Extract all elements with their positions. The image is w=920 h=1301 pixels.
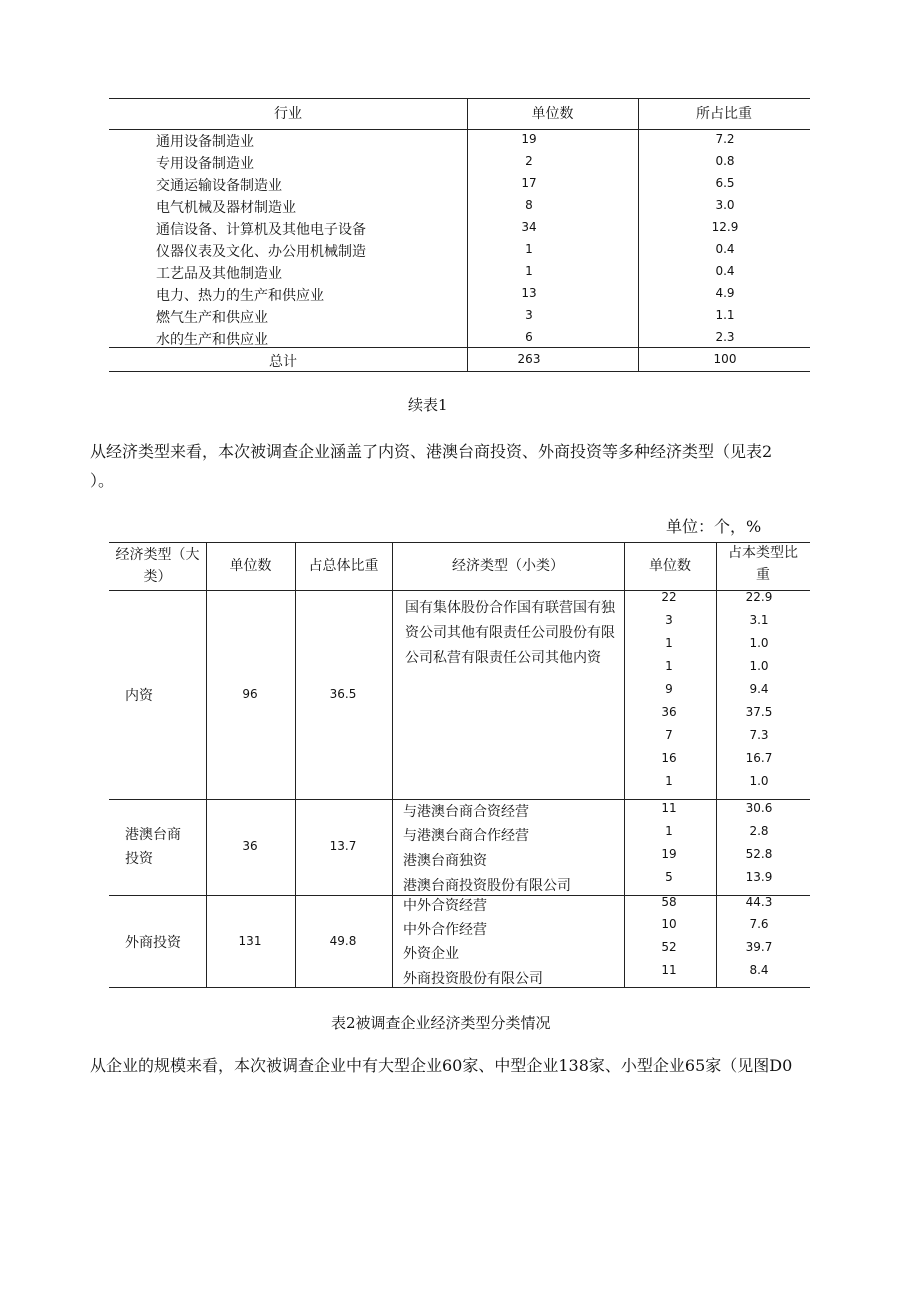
sub-count: 19: [661, 847, 677, 861]
industry-name: 通信设备、计算机及其他电子设备: [156, 222, 366, 238]
sub-count: 22: [661, 590, 677, 604]
industry-name: 交通运输设备制造业: [156, 178, 282, 194]
table-row: [109, 327, 810, 349]
unit-count: 1: [525, 242, 533, 256]
industry-name: 水的生产和供应业: [156, 332, 268, 348]
sub-count: 1: [665, 659, 673, 673]
total-label: 总计: [269, 354, 297, 370]
table-row: [109, 305, 810, 327]
header-count: 单位数: [229, 558, 272, 574]
sub-share: 1.0: [749, 774, 769, 788]
industry-name: 工艺品及其他制造业: [156, 266, 282, 282]
share-value: 1.1: [715, 308, 735, 322]
header-unit-count: 单位数: [531, 106, 574, 122]
sub-count: 52: [661, 940, 677, 954]
table-row: [109, 239, 810, 261]
group-name: 外商投资: [125, 935, 181, 951]
subtype-name: 港澳台商独资: [403, 853, 487, 869]
share-value: 4.9: [715, 286, 735, 300]
industry-name: 通用设备制造业: [156, 134, 254, 150]
table-row: [109, 283, 810, 305]
total-row: [109, 349, 810, 371]
paragraph-line: ）。: [90, 471, 115, 490]
table-row: [109, 217, 810, 239]
table-row: [109, 129, 810, 151]
group-count: 131: [238, 934, 262, 948]
group-name: 内资: [125, 688, 153, 704]
header-sub-share: 占本类型比重: [728, 545, 798, 583]
sub-count: 10: [661, 917, 677, 931]
sub-count: 11: [661, 963, 677, 977]
group-share: 49.8: [329, 934, 357, 948]
share-value: 0.4: [715, 242, 735, 256]
sub-count: 5: [665, 870, 673, 884]
header-share: 所占比重: [696, 106, 752, 122]
unit-count: 6: [525, 330, 533, 344]
total-share: 100: [713, 352, 737, 366]
industry-name: 燃气生产和供应业: [156, 310, 268, 326]
sub-share: 3.1: [749, 613, 769, 627]
subtype-name: 外资企业: [403, 946, 459, 962]
unit-count: 3: [525, 308, 533, 322]
subtype-name: 与港澳台商合作经营: [403, 828, 529, 844]
sub-share: 7.3: [749, 728, 769, 742]
unit-count: 1: [525, 264, 533, 278]
group-name: 港澳台商投资: [125, 827, 181, 867]
sub-count: 1: [665, 824, 673, 838]
paragraph-line: 从经济类型来看，本次被调查企业涵盖了内资、港澳台商投资、外商投资等多种经济类型（见表2: [90, 442, 773, 461]
sub-share: 8.4: [749, 963, 769, 977]
header-industry: 行业: [274, 106, 302, 122]
sub-count: 16: [661, 751, 677, 765]
table1-caption: 续表1: [408, 396, 448, 414]
table2-caption: 表2被调查企业经济类型分类情况: [331, 1014, 551, 1032]
sub-count: 58: [661, 895, 677, 909]
table-row: [109, 261, 810, 283]
subtype-name: 中外合作经营: [403, 922, 487, 938]
sub-share: 1.0: [749, 659, 769, 673]
sub-share: 9.4: [749, 682, 769, 696]
share-value: 7.2: [715, 132, 735, 146]
header-sub-count: 单位数: [649, 558, 691, 574]
sub-share: 44.3: [745, 895, 773, 909]
group-share: 36.5: [329, 687, 357, 701]
share-value: 2.3: [715, 330, 735, 344]
sub-count: 1: [665, 636, 673, 650]
table-row: [109, 173, 810, 195]
subtype-name: 与港澳台商合资经营: [403, 804, 529, 820]
sub-share: 1.0: [749, 636, 769, 650]
share-value: 6.5: [715, 176, 735, 190]
unit-count: 19: [521, 132, 537, 146]
unit-count: 13: [521, 286, 537, 300]
header-big-type: 经济类型（大类）: [115, 547, 200, 585]
total-count: 263: [517, 352, 541, 366]
sub-share: 2.8: [749, 824, 769, 838]
group-count: 96: [242, 687, 258, 701]
group-count: 36: [242, 839, 258, 853]
economic-type-table: [109, 542, 810, 988]
unit-note: 单位：个，%: [666, 517, 762, 536]
sub-share: 13.9: [745, 870, 773, 884]
header-share: 占总体比重: [308, 558, 379, 574]
sub-count: 7: [665, 728, 673, 742]
subtype-name: 中外合资经营: [403, 898, 487, 914]
sub-share: 52.8: [745, 847, 773, 861]
share-value: 0.8: [715, 154, 735, 168]
sub-share: 37.5: [745, 705, 773, 719]
sub-share: 22.9: [745, 590, 773, 604]
sub-count: 3: [665, 613, 673, 627]
sub-share: 16.7: [745, 751, 773, 765]
sub-count: 9: [665, 682, 673, 696]
subtype-name: 港澳台商投资股份有限公司: [403, 878, 571, 894]
share-value: 12.9: [711, 220, 739, 234]
subtype-name: 外商投资股份有限公司: [403, 971, 543, 987]
share-value: 3.0: [715, 198, 735, 212]
table-row: [109, 151, 810, 173]
industry-name: 电力、热力的生产和供应业: [156, 288, 324, 304]
unit-count: 8: [525, 198, 533, 212]
header-small-type: 经济类型（小类）: [452, 558, 564, 574]
subtype-text: 国有集体股份合作国有联营国有独资公司其他有限责任公司股份有限公司私营有限责任公司其他内资: [405, 600, 615, 666]
sub-count: 36: [661, 705, 677, 719]
industry-name: 仪器仪表及文化、办公用机械制造: [156, 244, 366, 260]
sub-count: 1: [665, 774, 673, 788]
industry-name: 专用设备制造业: [156, 156, 254, 172]
table-row: [109, 195, 810, 217]
share-value: 0.4: [715, 264, 735, 278]
paragraph-line: 从企业的规模来看，本次被调查企业中有大型企业60家、中型企业138家、小型企业65家（见图D0: [90, 1056, 793, 1075]
group-share: 13.7: [329, 839, 357, 853]
sub-count: 11: [661, 801, 677, 815]
sub-share: 39.7: [745, 940, 773, 954]
sub-share: 30.6: [745, 801, 773, 815]
unit-count: 34: [521, 220, 537, 234]
industry-name: 电气机械及器材制造业: [156, 200, 296, 216]
sub-share: 7.6: [749, 917, 769, 931]
unit-count: 17: [521, 176, 537, 190]
unit-count: 2: [525, 154, 533, 168]
